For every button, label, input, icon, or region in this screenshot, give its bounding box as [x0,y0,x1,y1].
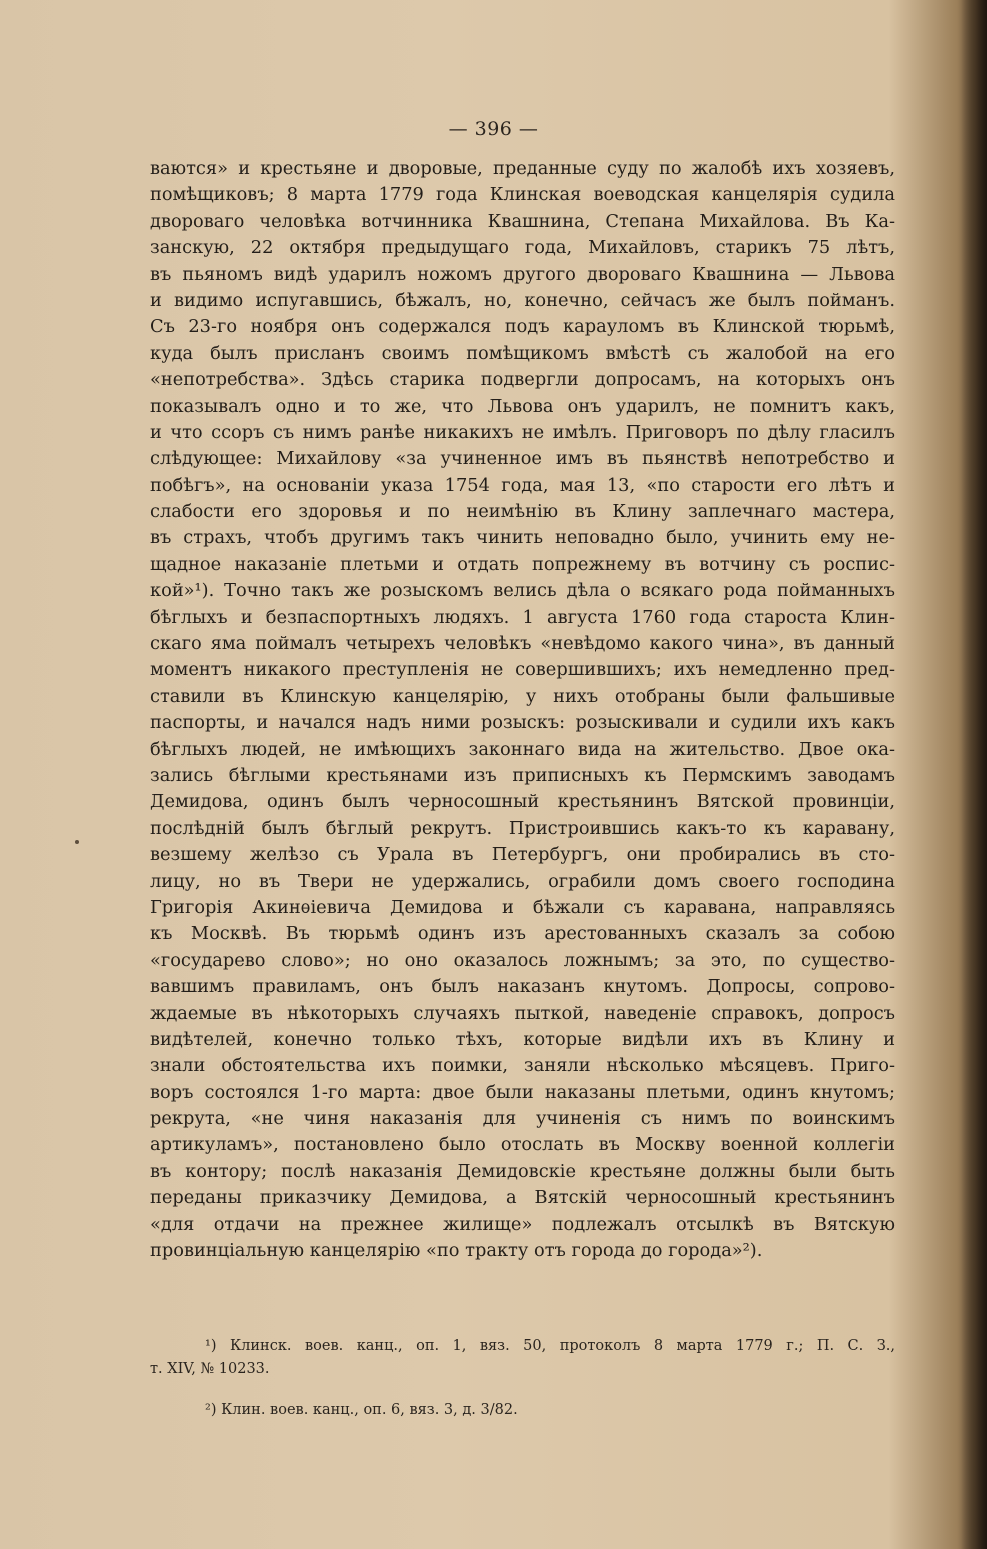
body-line: лицу, но въ Твери не удержались, ограбили домъ своего господина [150,870,895,892]
body-line: провинціальную канцелярію «по тракту отъ города до города»²). [150,1240,763,1262]
body-line: Демидова, одинъ былъ черносошный крестьянинъ Вятской провинціи, [150,791,895,813]
body-line: паспорты, и начался надъ ними розыскъ: розыскивали и судили ихъ какъ [150,712,895,734]
body-line: Съ 23-го ноября онъ содержался подъ карауломъ въ Клинской тюрьмѣ, [150,316,895,338]
body-line: «непотребства». Здѣсь старика подвергли допросамъ, на которыхъ онъ [150,369,895,391]
body-line: послѣдній былъ бѣглый рекрутъ. Пристроившись какъ-то къ каравану, [150,817,895,839]
body-line: побѣгъ», на основаніи указа 1754 года, мая 13, «по старости его лѣтъ и [150,474,895,496]
footnotes [150,1335,895,1422]
body-line: куда былъ присланъ своимъ помѣщикомъ вмѣстѣ съ жалобой на его [150,342,895,364]
footnote-1-line-2: т. XIV, № 10233. [150,1361,270,1377]
body-line: слѣдующее: Михайлову «за учиненное имъ въ пьянствѣ непотребство и [150,448,895,470]
body-line: и что ссоръ съ нимъ ранѣе никакихъ не имѣлъ. Приговоръ по дѣлу гласилъ [150,421,895,443]
body-line: въ контору; послѣ наказанія Демидовскіе крестьяне должны были быть [150,1160,895,1182]
page-number: — 396 — [448,118,539,140]
body-line: зались бѣглыми крестьянами изъ приписныхъ къ Пермскимъ заводамъ [150,764,895,786]
body-line: скаго яма поймалъ четырехъ человѣкъ «невѣдомо какого чина», въ данный [150,633,895,655]
footnote-2: ²) Клин. воев. канц., оп. 6, вяз. 3, д. 3/82. [205,1402,518,1418]
body-line: двороваго человѣка вотчинника Квашнина, Степана Михайлова. Въ Ка- [150,210,895,232]
body-line: рекрута, «не чиня наказанія для учиненія съ нимъ по воинскимъ [150,1108,895,1130]
body-line: «для отдачи на прежнее жилище» подлежалъ отсылкѣ въ Вятскую [150,1213,895,1235]
body-line: вавшимъ правиламъ, онъ былъ наказанъ кнутомъ. Допросы, сопрово- [150,976,895,998]
body-line: везшему желѣзо съ Урала въ Петербургъ, они пробирались въ сто- [150,844,895,866]
body-line: бѣглыхъ людей, не имѣющихъ законнаго вида на жительство. Двое ока- [150,738,895,760]
body-line: артикуламъ», постановлено было отослать въ Москву военной коллегіи [150,1134,895,1156]
page-edge-shadow [961,0,987,1549]
body-line: и видимо испугавшись, бѣжалъ, но, конечно, сейчасъ же былъ пойманъ. [150,289,895,311]
body-line: въ страхъ, чтобъ другимъ такъ чинить неповадно было, учинить ему не- [150,527,895,549]
body-line: бѣглыхъ и безпаспортныхъ людяхъ. 1 августа 1760 года староста Клин- [150,606,895,628]
body-text [150,156,895,1264]
body-line: воръ состоялся 1-го марта: двое были наказаны плетьми, одинъ кнутомъ; [150,1081,895,1103]
body-line: видѣтелей, конечно только тѣхъ, которые видѣли ихъ въ Клину и [150,1028,895,1050]
body-line: щадное наказаніе плетьми и отдать попрежнему въ вотчину съ роспис- [150,553,895,575]
body-line: переданы приказчику Демидова, а Вятскій черносошный крестьянинъ [150,1187,895,1209]
body-line: моментъ никакого преступленія не совершившихъ; ихъ немедленно пред- [150,659,895,681]
body-line: къ Москвѣ. Въ тюрьмѣ одинъ изъ арестованныхъ сказалъ за собою [150,923,895,945]
body-line: «государево слово»; но оно оказалось ложнымъ; за это, по существо- [150,949,895,971]
body-line: слабости его здоровья и по неимѣнію въ Клину заплечнаго мастера, [150,501,895,523]
body-line: кой»¹). Точно такъ же розыскомъ велись дѣла о всякаго рода пойманныхъ [150,580,895,602]
footnote-1-line-1: ¹) Клинск. воев. канц., оп. 1, вяз. 50, протоколъ 8 марта 1779 г.; П. С. З., [205,1338,895,1354]
body-line: ставили въ Клинскую канцелярію, у нихъ отобраны были фальшивые [150,685,895,707]
body-line: въ пьяномъ видѣ ударилъ ножомъ другого двороваго Квашнина — Львова [150,263,895,285]
body-line: Григорія Акинѳіевича Демидова и бѣжали съ каравана, направляясь [150,896,895,918]
stray-ink-mark [75,840,79,844]
body-line: помѣщиковъ; 8 марта 1779 года Клинская воеводская канцелярія судила [150,184,895,206]
body-line: занскую, 22 октября предыдущаго года, Михайловъ, старикъ 75 лѣтъ, [150,237,895,259]
body-line: ваются» и крестьяне и дворовые, преданные суду по жалобѣ ихъ хозяевъ, [150,158,895,179]
body-line: показывалъ одно и то же, что Львова онъ ударилъ, не помнитъ какъ, [150,395,895,417]
body-line: знали обстоятельства ихъ поимки, заняли нѣсколько мѣсяцевъ. Приго- [150,1055,895,1077]
body-line: ждаемые въ нѣкоторыхъ случаяхъ пыткой, наведеніе справокъ, допросъ [150,1002,895,1024]
